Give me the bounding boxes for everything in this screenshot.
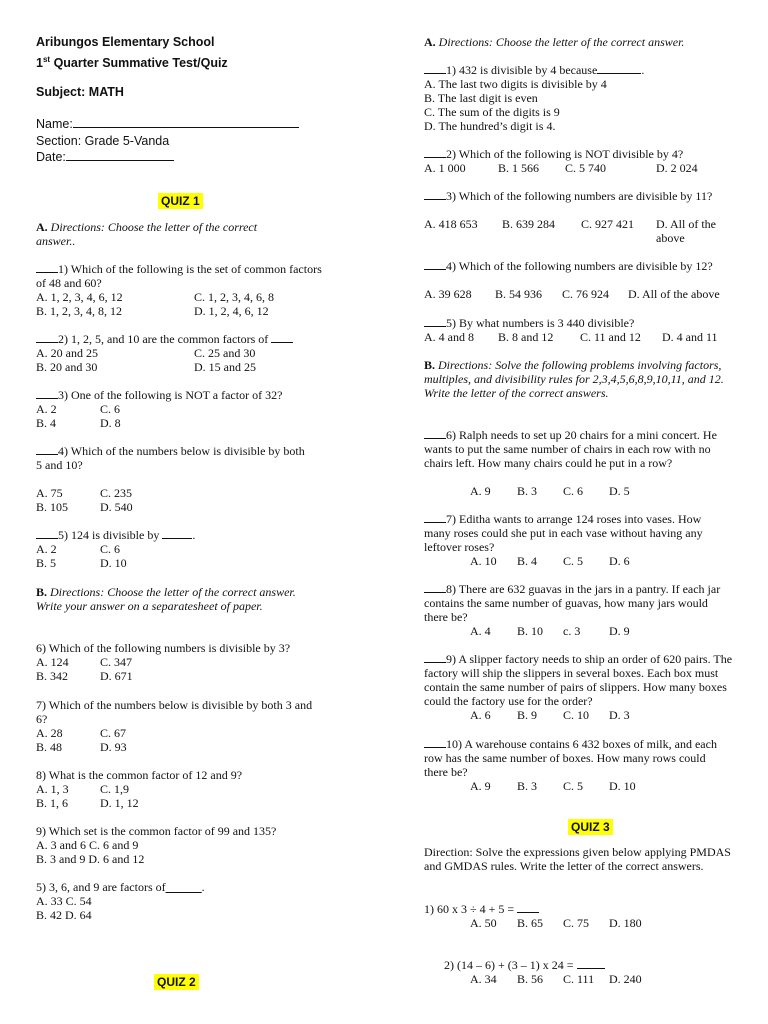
quiz1-label: QUIZ 1 [158, 193, 203, 209]
q2-3-a: A. 418 653 [424, 217, 478, 231]
q1-1-c: C. 1, 2, 3, 4, 6, 8 [194, 290, 275, 304]
q1-2-d: D. 15 and 25 [194, 360, 256, 374]
q2-2-c: C. 5 740 [565, 161, 607, 175]
q2-5-a: A. 4 and 8 [424, 330, 474, 344]
q1-1-b: B. 1, 2, 3, 4, 8, 12 [36, 304, 123, 318]
q1-8-b: B. 1, 6 [36, 796, 69, 810]
q1-4-text: 4) Which of the numbers below is divisible by both 5 and 10? [36, 444, 305, 472]
q2-2-d: D. 2 024 [656, 161, 698, 175]
q2-7-a: A. 10 [470, 554, 497, 568]
quiz2-label: QUIZ 2 [154, 974, 199, 990]
q1-6-text: 6) Which of the following numbers is divisible by 3? [36, 641, 291, 655]
q1-4-c: C. 235 [100, 486, 133, 500]
q1-7-d: D. 93 [100, 740, 127, 754]
q1-2-c: C. 25 and 30 [194, 346, 256, 360]
quiz2-b-directions: B. Directions: Solve the following problems involving factors, multiples, and divisibility rules for 2,3,4,5,6,8,9,10,11, and 12. Write the letter of the correct answers. [424, 358, 724, 400]
q1-6-d: D. 671 [100, 669, 133, 683]
q2-9-d: D. 3 [609, 708, 630, 722]
quiz3-label: QUIZ 3 [568, 819, 613, 835]
quiz1-a-directions: A. Directions: Choose the letter of the correct answer.. [36, 220, 258, 248]
q1-9-line2: B. 3 and 9 D. 6 and 12 [36, 852, 145, 866]
q1-4-a: A. 75 [36, 486, 63, 500]
quiz2-a-directions: A. Directions: Choose the letter of the correct answer. [424, 35, 685, 49]
q3-1-b: B. 65 [517, 916, 544, 930]
q2-6-b: B. 3 [517, 484, 538, 498]
q2-1-a: A. The last two digits is divisible by 4 [424, 77, 607, 91]
q2-8-text: 8) There are 632 guavas in the jars in a pantry. If each jar contains the same number of guavas, how many jars would there be? [424, 582, 721, 624]
q1-10-line1: A. 33 C. 54 [36, 894, 92, 908]
q1-3-b: B. 4 [36, 416, 57, 430]
q2-6-d: D. 5 [609, 484, 630, 498]
q2-5-d: D. 4 and 11 [662, 330, 718, 344]
q2-10-d: D. 10 [609, 779, 636, 793]
test-title: 1st Quarter Summative Test/Quiz [36, 55, 228, 71]
q2-2-text: 2) Which of the following is NOT divisible by 4? [424, 147, 683, 161]
q2-4-text: 4) Which of the following numbers are divisible by 12? [424, 259, 716, 273]
q1-7-c: C. 67 [100, 726, 127, 740]
q1-5-text: 5) 124 is divisible by . [36, 528, 195, 542]
q3-1-a: A. 50 [470, 916, 497, 930]
q1-2-text: 2) 1, 2, 5, and 10 are the common factors of [36, 332, 293, 346]
q1-3-d: D. 8 [100, 416, 121, 430]
q1-5-d: D. 10 [100, 556, 127, 570]
q1-6-b: B. 342 [36, 669, 69, 683]
q1-2-a: A. 20 and 25 [36, 346, 98, 360]
q1-5-b: B. 5 [36, 556, 57, 570]
q3-1-c: C. 75 [563, 916, 590, 930]
q3-1-d: D. 180 [609, 916, 642, 930]
q2-4-a: A. 39 628 [424, 287, 472, 301]
q2-4-b: B. 54 936 [495, 287, 543, 301]
q2-5-b: B. 8 and 12 [498, 330, 554, 344]
q2-8-d: D. 9 [609, 624, 630, 638]
q1-1-d: D. 1, 2, 4, 6, 12 [194, 304, 269, 318]
q2-7-d: D. 6 [609, 554, 630, 568]
q2-6-a: A. 9 [470, 484, 491, 498]
q2-9-c: C. 10 [563, 708, 590, 722]
q2-3-b: B. 639 284 [502, 217, 556, 231]
q1-7-text: 7) Which of the numbers below is divisible by both 3 and 6? [36, 698, 313, 726]
q2-9-a: A. 6 [470, 708, 491, 722]
q1-9-text: 9) Which set is the common factor of 99 and 135? [36, 824, 277, 838]
q2-6-text: 6) Ralph needs to set up 20 chairs for a mini concert. He wants to put the same number of chairs in each row with no chairs left. How many chairs could he put in a row? [424, 428, 717, 470]
q1-3-text: 3) One of the following is NOT a factor of 32? [36, 388, 282, 402]
q1-10-line2: B. 42 D. 64 [36, 908, 92, 922]
q2-8-c: c. 3 [563, 624, 581, 638]
q2-4-d: D. All of the above [628, 287, 720, 301]
q2-4-c: C. 76 924 [562, 287, 610, 301]
q2-10-text: 10) A warehouse contains 6 432 boxes of milk, and each row has the same number of boxes. How many rows could there be? [424, 737, 717, 779]
q1-4-b: B. 105 [36, 500, 69, 514]
quiz3-directions: Direction: Solve the expressions given below applying PMDAS and GMDAS rules. Write the letter of the correct answers. [424, 845, 731, 873]
q1-1-text: 1) Which of the following is the set of common factors of 48 and 60? [36, 262, 322, 290]
q3-1-text: 1) 60 x 3 ÷ 4 + 5 = [424, 902, 539, 916]
q2-1-text: 1) 432 is divisible by 4 because . [424, 63, 644, 77]
quiz1-b-directions: B. Directions: Choose the letter of the correct answer. Write your answer on a separatesheet of paper. [36, 585, 296, 613]
q3-2-text: 2) (14 – 6) + (3 – 1) x 24 = [444, 958, 605, 972]
q1-6-a: A. 124 [36, 655, 69, 669]
name-blank[interactable] [73, 116, 299, 128]
q2-6-c: C. 6 [563, 484, 584, 498]
name-line: Name: [36, 116, 299, 133]
q2-5-c: C. 11 and 12 [580, 330, 641, 344]
school-name: Aribungos Elementary School [36, 35, 215, 49]
section-label: Section: Grade 5-Vanda [36, 134, 170, 148]
q2-9-b: B. 9 [517, 708, 538, 722]
q1-5-a: A. 2 [36, 542, 57, 556]
q2-7-b: B. 4 [517, 554, 538, 568]
subject-label: Subject: MATH [36, 85, 124, 99]
q1-7-b: B. 48 [36, 740, 63, 754]
q3-2-b: B. 56 [517, 972, 544, 986]
q1-4-d: D. 540 [100, 500, 133, 514]
q1-8-text: 8) What is the common factor of 12 and 9? [36, 768, 243, 782]
q2-10-b: B. 3 [517, 779, 538, 793]
date-line: Date: [36, 149, 174, 166]
q2-2-a: A. 1 000 [424, 161, 466, 175]
q2-8-a: A. 4 [470, 624, 491, 638]
q2-2-b: B. 1 566 [498, 161, 540, 175]
q1-3-a: A. 2 [36, 402, 57, 416]
q1-9-line1: A. 3 and 6 C. 6 and 9 [36, 838, 139, 852]
q2-5-text: 5) By what numbers is 3 440 divisible? [424, 316, 634, 330]
date-blank[interactable] [66, 149, 174, 161]
q1-3-c: C. 6 [100, 402, 121, 416]
q1-5-c: C. 6 [100, 542, 121, 556]
q3-2-d: D. 240 [609, 972, 642, 986]
q2-3-text: 3) Which of the following numbers are divisible by 11? [424, 189, 716, 203]
q2-7-text: 7) Editha wants to arrange 124 roses into vases. How many roses could she put in each vase without having any leftover roses? [424, 512, 703, 554]
q1-1-a: A. 1, 2, 3, 4, 6, 12 [36, 290, 123, 304]
q1-2-b: B. 20 and 30 [36, 360, 98, 374]
q1-8-c: C. 1,9 [100, 782, 130, 796]
q2-8-b: B. 10 [517, 624, 544, 638]
q2-3-c: C. 927 421 [581, 217, 635, 231]
q1-10-text: 5) 3, 6, and 9 are factors of______. [36, 880, 205, 894]
q3-2-a: A. 34 [470, 972, 497, 986]
q1-7-a: A. 28 [36, 726, 63, 740]
q1-8-d: D. 1, 12 [100, 796, 139, 810]
q1-6-c: C. 347 [100, 655, 133, 669]
q2-10-c: C. 5 [563, 779, 584, 793]
q2-1-c: C. The sum of the digits is 9 [424, 105, 560, 119]
q2-3-d: D. All of the above [656, 217, 716, 245]
q1-8-a: A. 1, 3 [36, 782, 69, 796]
q2-7-c: C. 5 [563, 554, 584, 568]
q2-10-a: A. 9 [470, 779, 491, 793]
q2-9-text: 9) A slipper factory needs to ship an order of 620 pairs. The factory will ship the slippers in several boxes. Each box must contain the same number of pairs of slippers. How many boxes could the factory use for the order? [424, 652, 733, 708]
q2-1-d: D. The hundred’s digit is 4. [424, 119, 556, 133]
q2-1-b: B. The last digit is even [424, 91, 538, 105]
q3-2-c: C. 111 [563, 972, 595, 986]
